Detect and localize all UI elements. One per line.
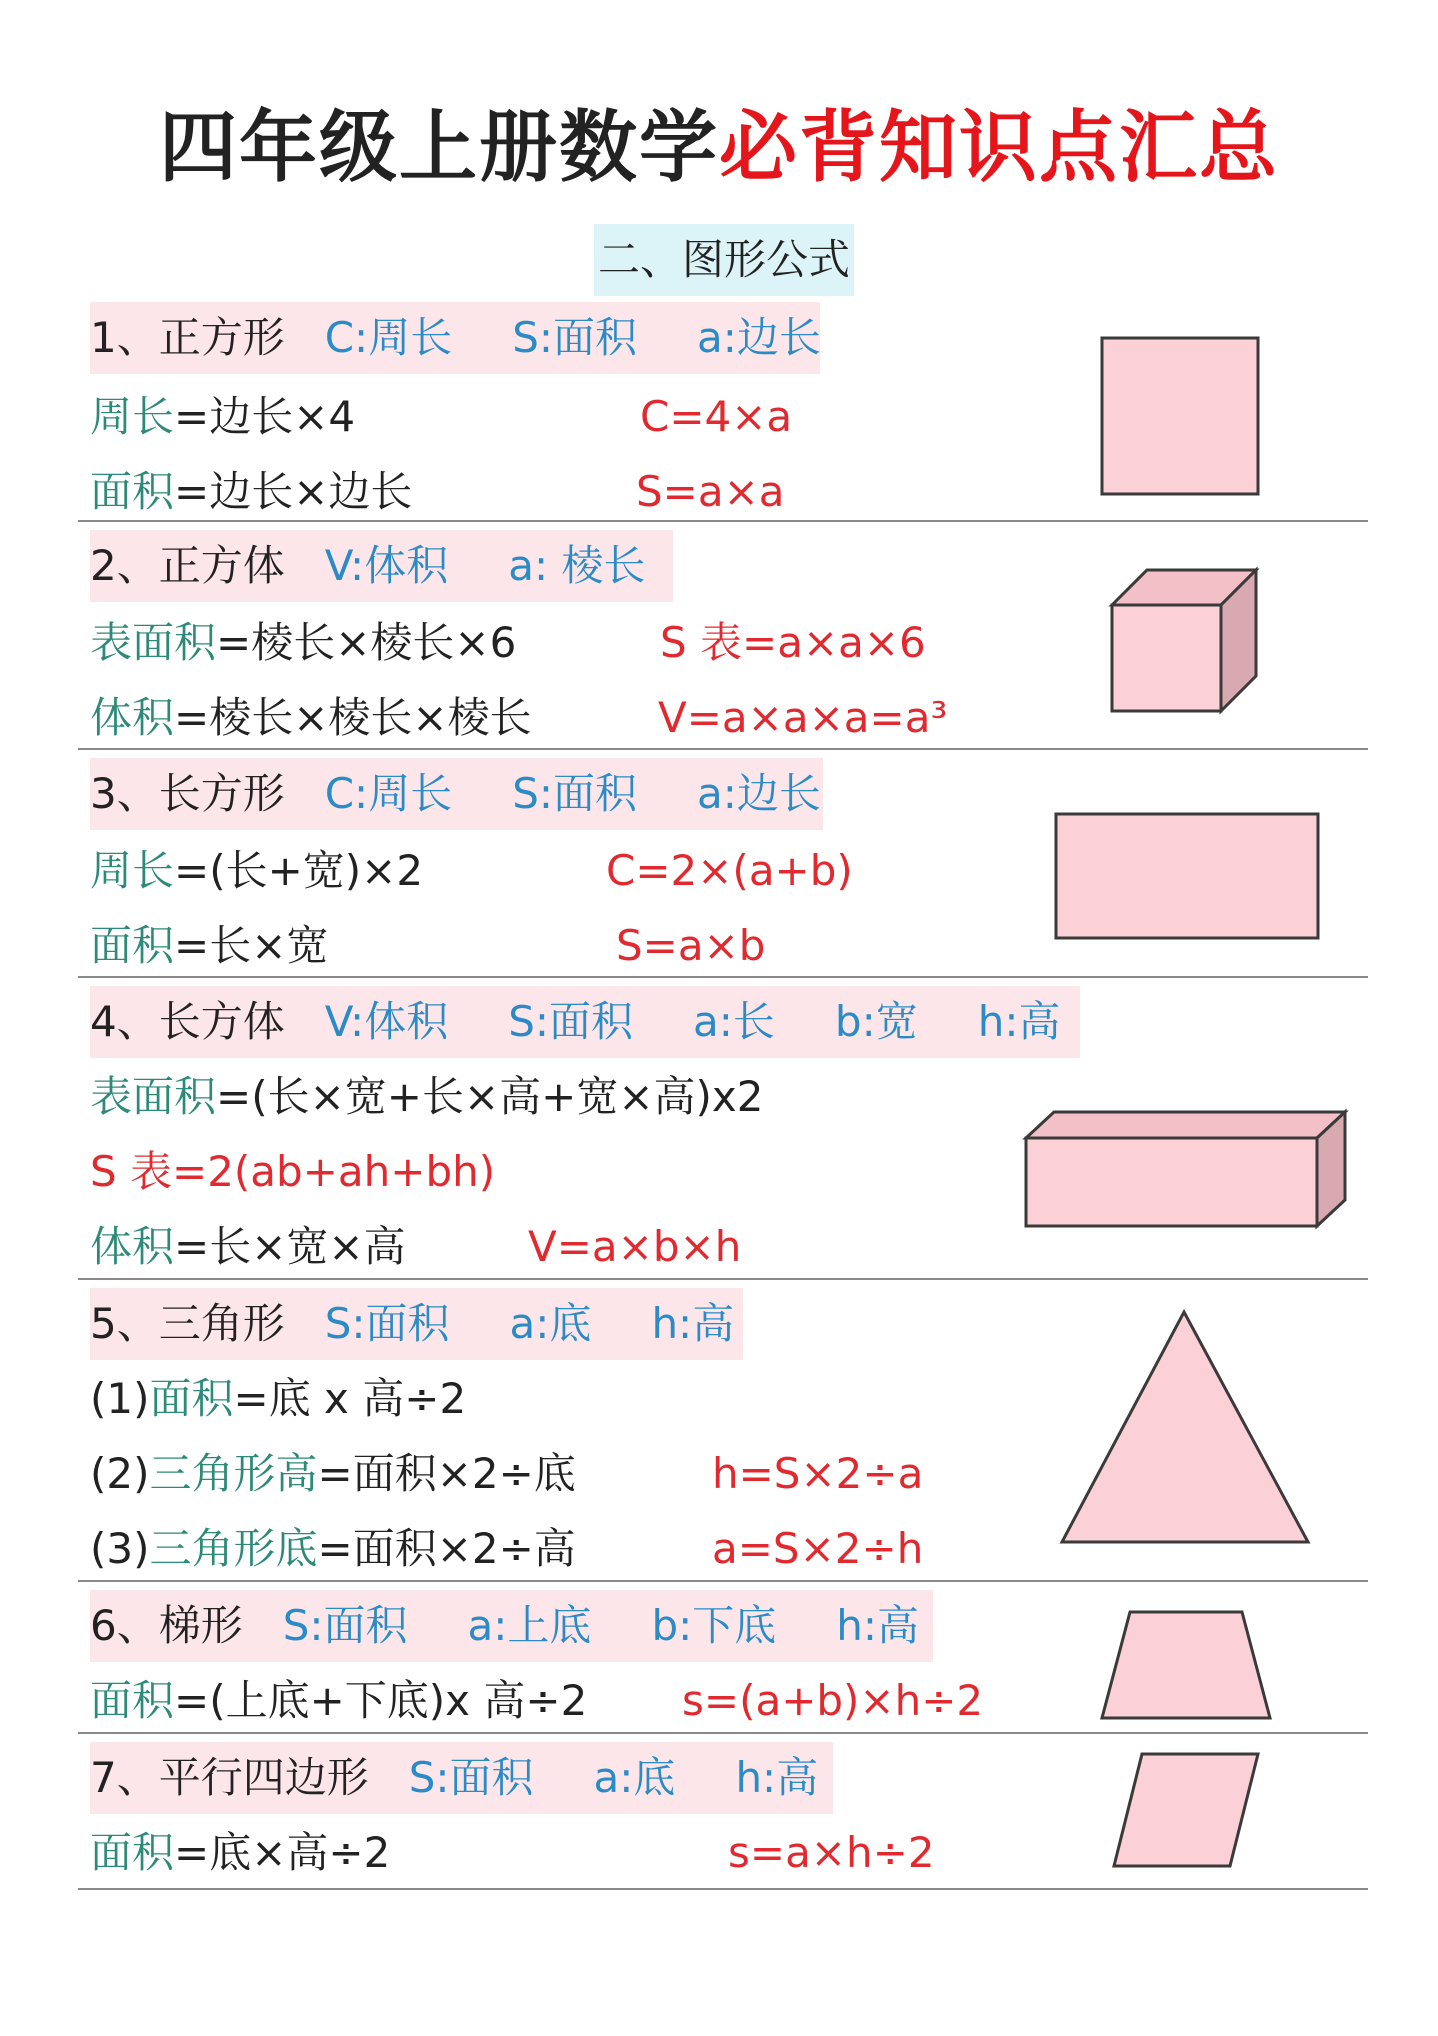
rectangle-area-line: 面积=长×宽 [90,921,329,970]
cuboid-header: 4、长方体 V:体积 S:面积 a:长 b:宽 h:高 [90,986,1080,1058]
divider [78,520,1368,522]
triangle-area-line: (1)面积=底 x 高÷2 [90,1374,467,1423]
divider [78,1732,1368,1734]
cuboid-volume-formula: V=a×b×h [528,1222,742,1271]
parallelogram-header: 7、平行四边形 S:面积 a:底 h:高 [90,1742,833,1814]
cuboid-surface-line: 表面积=(长×宽+长×高+宽×高)x2 [90,1072,764,1121]
square-area-line: 面积=边长×边长 [90,467,413,516]
triangle-figure [1060,1310,1315,1546]
parallelogram-area-formula: s=a×h÷2 [728,1828,935,1877]
rectangle-perimeter-line: 周长=(长+宽)×2 [90,846,424,895]
divider [78,1580,1368,1582]
triangle-height-formula: h=S×2÷a [712,1449,924,1498]
rectangle-figure [1054,812,1324,942]
cube-header: 2、正方体 V:体积 a: 棱长 [90,530,673,602]
square-header: 1、正方形 C:周长 S:面积 a:边长 [90,302,820,374]
cuboid-surface-formula: S 表=2(ab+ah+bh) [90,1147,496,1196]
divider [78,748,1368,750]
trapezoid-area-formula: s=(a+b)×h÷2 [682,1676,984,1725]
divider [78,1888,1368,1890]
page-title [0,98,1438,198]
trapezoid-figure [1100,1610,1275,1722]
square-perimeter-formula: C=4×a [640,392,793,441]
rectangle-area-formula: S=a×b [616,921,766,970]
trapezoid-area-line: 面积=(上底+下底)x 高÷2 [90,1676,588,1725]
rectangle-header: 3、长方形 C:周长 S:面积 a:边长 [90,758,823,830]
rectangle-perimeter-formula: C=2×(a+b) [606,846,853,895]
square-figure [1100,336,1265,501]
cube-figure [1110,568,1260,718]
cube-surface-formula: S 表=a×a×6 [660,618,926,667]
title-red: 必背知识点汇总 [719,103,1280,193]
cuboid-figure [1024,1110,1349,1230]
parallelogram-figure [1112,1752,1262,1870]
trapezoid-header: 6、梯形 S:面积 a:上底 b:下底 h:高 [90,1590,933,1662]
square-area-formula: S=a×a [636,467,785,516]
parallelogram-area-line: 面积=底×高÷2 [90,1828,391,1877]
title-black: 四年级上册数学 [158,103,719,193]
cuboid-volume-line: 体积=长×宽×高 [90,1222,406,1271]
section-subtitle: 二、图形公式 [594,224,854,296]
cube-volume-line: 体积=棱长×棱长×棱长 [90,693,532,742]
square-perimeter-line: 周长=边长×4 [90,392,356,441]
triangle-base-line: (3)三角形底=面积×2÷高 [90,1524,576,1573]
triangle-header: 5、三角形 S:面积 a:底 h:高 [90,1288,743,1360]
triangle-height-line: (2)三角形高=面积×2÷底 [90,1449,576,1498]
divider [78,976,1368,978]
triangle-base-formula: a=S×2÷h [712,1524,924,1573]
cube-volume-formula: V=a×a×a=a³ [658,693,948,742]
cube-surface-line: 表面积=棱长×棱长×6 [90,618,517,667]
divider [78,1278,1368,1280]
